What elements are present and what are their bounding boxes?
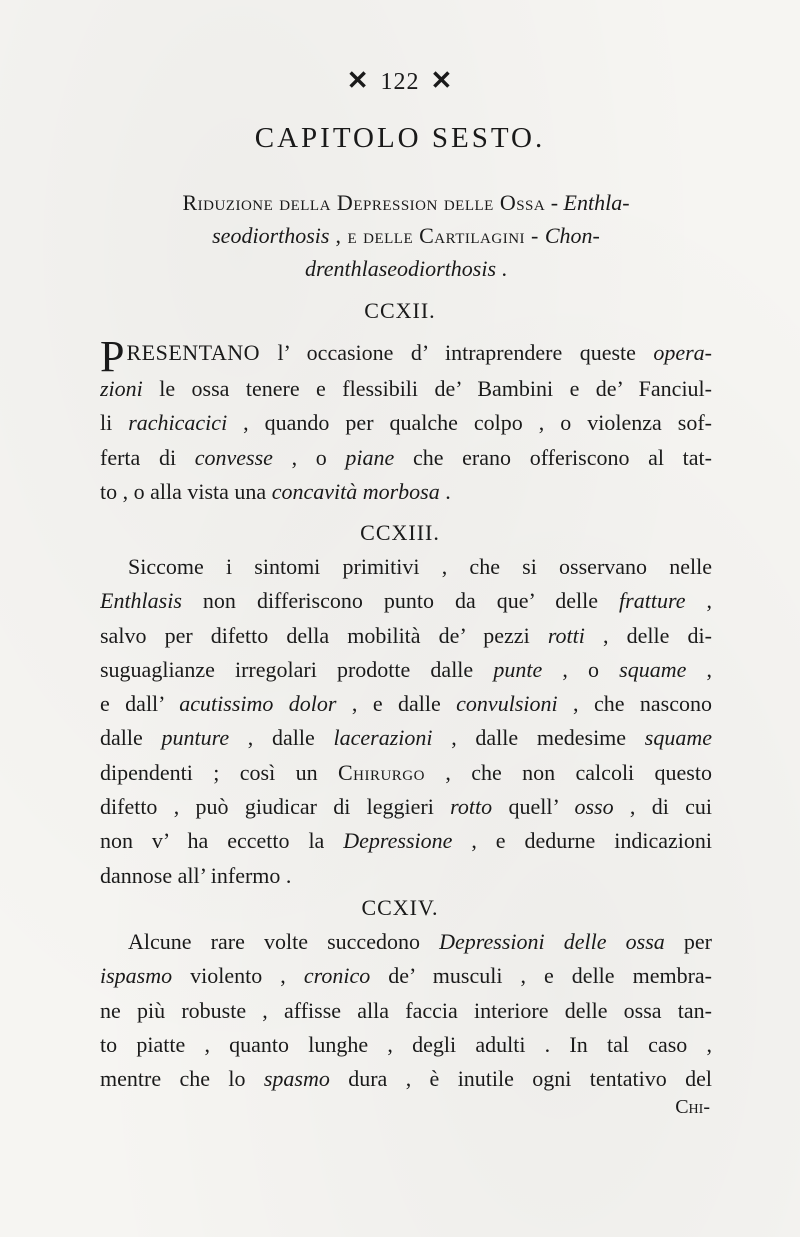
subtitle-part: Riduzione della Depression delle Ossa (182, 190, 546, 215)
text-run: , e dedurne indicazioni (452, 828, 712, 854)
subtitle-part: seodiorthosis (212, 223, 330, 248)
text-run: convulsioni (456, 691, 558, 717)
text-line (100, 721, 712, 755)
text-run: suguaglianze irregolari prodotte dalle (100, 656, 494, 682)
section-number: CCXIV. (361, 895, 439, 920)
text-run: lacerazioni (333, 725, 433, 751)
drop-cap: P (100, 336, 125, 372)
catchword: Chi- (675, 1096, 710, 1118)
text-line (100, 925, 712, 959)
text-run: quell’ (492, 794, 575, 820)
text-line (100, 475, 712, 509)
text-line (100, 372, 712, 406)
text-run: , o (272, 444, 346, 470)
text-line (100, 653, 712, 687)
text-run: convesse (194, 444, 273, 470)
text-run: Chirurgo (337, 759, 425, 785)
text-line (100, 441, 712, 475)
page-number: 122 (380, 69, 420, 95)
text-run: , (686, 656, 712, 682)
text-line (100, 406, 712, 440)
text-run: l’ occasione d’ intraprendere queste (260, 340, 654, 365)
text-run: squame (619, 656, 687, 682)
text-run: mentre che lo (100, 1066, 264, 1092)
text-run: che erano offeriscono al tat- (394, 444, 712, 470)
text-run: Depressioni delle ossa (439, 929, 665, 954)
text-run: punte (493, 656, 543, 682)
text-run: , (685, 588, 712, 614)
text-run: zioni (100, 376, 143, 401)
subtitle-part: Chon- (544, 223, 600, 248)
text-line (100, 1062, 712, 1096)
text-run: rotti (547, 622, 585, 648)
paragraph-ccxii (100, 336, 712, 509)
chapter-subtitle (106, 186, 706, 285)
text-run: ferta di (100, 444, 195, 470)
text-run: per (664, 929, 712, 954)
text-run: dura , è inutile ogni tentativo del (329, 1066, 712, 1092)
text-run: ispasmo (100, 963, 173, 989)
text-run: non v’ ha eccetto la (100, 828, 344, 854)
text-run: punture (161, 725, 230, 751)
text-run: de’ musculi , e delle membra- (370, 963, 712, 989)
text-run: , di cui (613, 794, 712, 820)
text-run: to , o alla vista una (100, 478, 272, 504)
text-run: acutissimo dolor (179, 691, 337, 717)
subtitle-part: . (496, 256, 508, 281)
text-run: violento , (172, 963, 304, 989)
text-run: , o (542, 656, 620, 682)
text-line (100, 336, 712, 372)
text-run: squame (644, 725, 712, 751)
subtitle-part: - (545, 190, 564, 215)
text-run: , quando per qualche colpo , o violenza sof- (227, 410, 712, 436)
text-run: , dalle (229, 725, 334, 751)
text-run: difetto , può giudicar di leggieri (100, 794, 451, 820)
text-line: dannose all’ infermo . (100, 862, 292, 888)
text-run: opera- (653, 340, 712, 365)
ornament-right-icon: ✕ (430, 66, 454, 95)
text-line (100, 584, 712, 618)
ornament-left-icon: ✕ (346, 66, 370, 95)
text-run: , delle di- (584, 622, 712, 648)
text-run: spasmo (263, 1066, 330, 1092)
text-run: concavità morbosa (271, 478, 440, 504)
page-header (0, 66, 800, 96)
text-run: Depressione (343, 828, 453, 854)
text-run: , dalle medesime (432, 725, 645, 751)
text-run: RESENTANO (126, 340, 260, 365)
text-run: fratture (619, 588, 686, 614)
section-number: CCXII. (364, 298, 436, 323)
text-run: rachicacici (128, 410, 228, 436)
text-run: piane (345, 444, 395, 470)
text-run: dalle (100, 725, 162, 751)
paragraph-ccxiii (100, 550, 712, 893)
text-line: to piatte , quanto lunghe , degli adulti . In tal caso , (100, 1031, 712, 1057)
text-run: , che non calcoli questo (424, 759, 712, 785)
text-run: . (439, 478, 451, 504)
text-run: osso (574, 794, 614, 820)
text-run: li (100, 410, 129, 436)
text-line (100, 959, 712, 993)
section-number: CCXIII. (360, 520, 440, 545)
subtitle-part: drenthlaseodiorthosis (304, 256, 497, 281)
text-line (100, 687, 712, 721)
subtitle-part: Enthla- (563, 190, 630, 215)
text-line (100, 619, 712, 653)
text-run: rotto (450, 794, 493, 820)
text-line (100, 790, 712, 824)
text-run: , e dalle (336, 691, 457, 717)
text-run: non differiscono punto da que’ delle (181, 588, 620, 614)
text-run: salvo per difetto della mobilità de’ pezzi (100, 622, 548, 648)
text-line: Siccome i sintomi primitivi , che si osservano nelle (128, 554, 712, 579)
text-run: cronico (303, 963, 371, 989)
text-line: ne più robuste , affisse alla faccia interiore delle ossa tan- (100, 997, 712, 1023)
text-line (100, 824, 712, 858)
text-run: Enthlasis (100, 588, 182, 614)
text-run: Alcune rare volte succedono (128, 929, 440, 954)
chapter-title: CAPITOLO SESTO. (254, 122, 546, 154)
subtitle-part: , e delle Cartilagini - (329, 223, 545, 248)
paragraph-ccxiv (100, 925, 712, 1096)
text-run: e dall’ (100, 691, 180, 717)
text-run: le ossa tenere e flessibili de’ Bambini e de’ Fanciul- (142, 376, 712, 401)
text-run: , che nascono (557, 691, 712, 717)
text-run: dipendenti ; così un (100, 759, 338, 785)
text-line (100, 756, 712, 790)
